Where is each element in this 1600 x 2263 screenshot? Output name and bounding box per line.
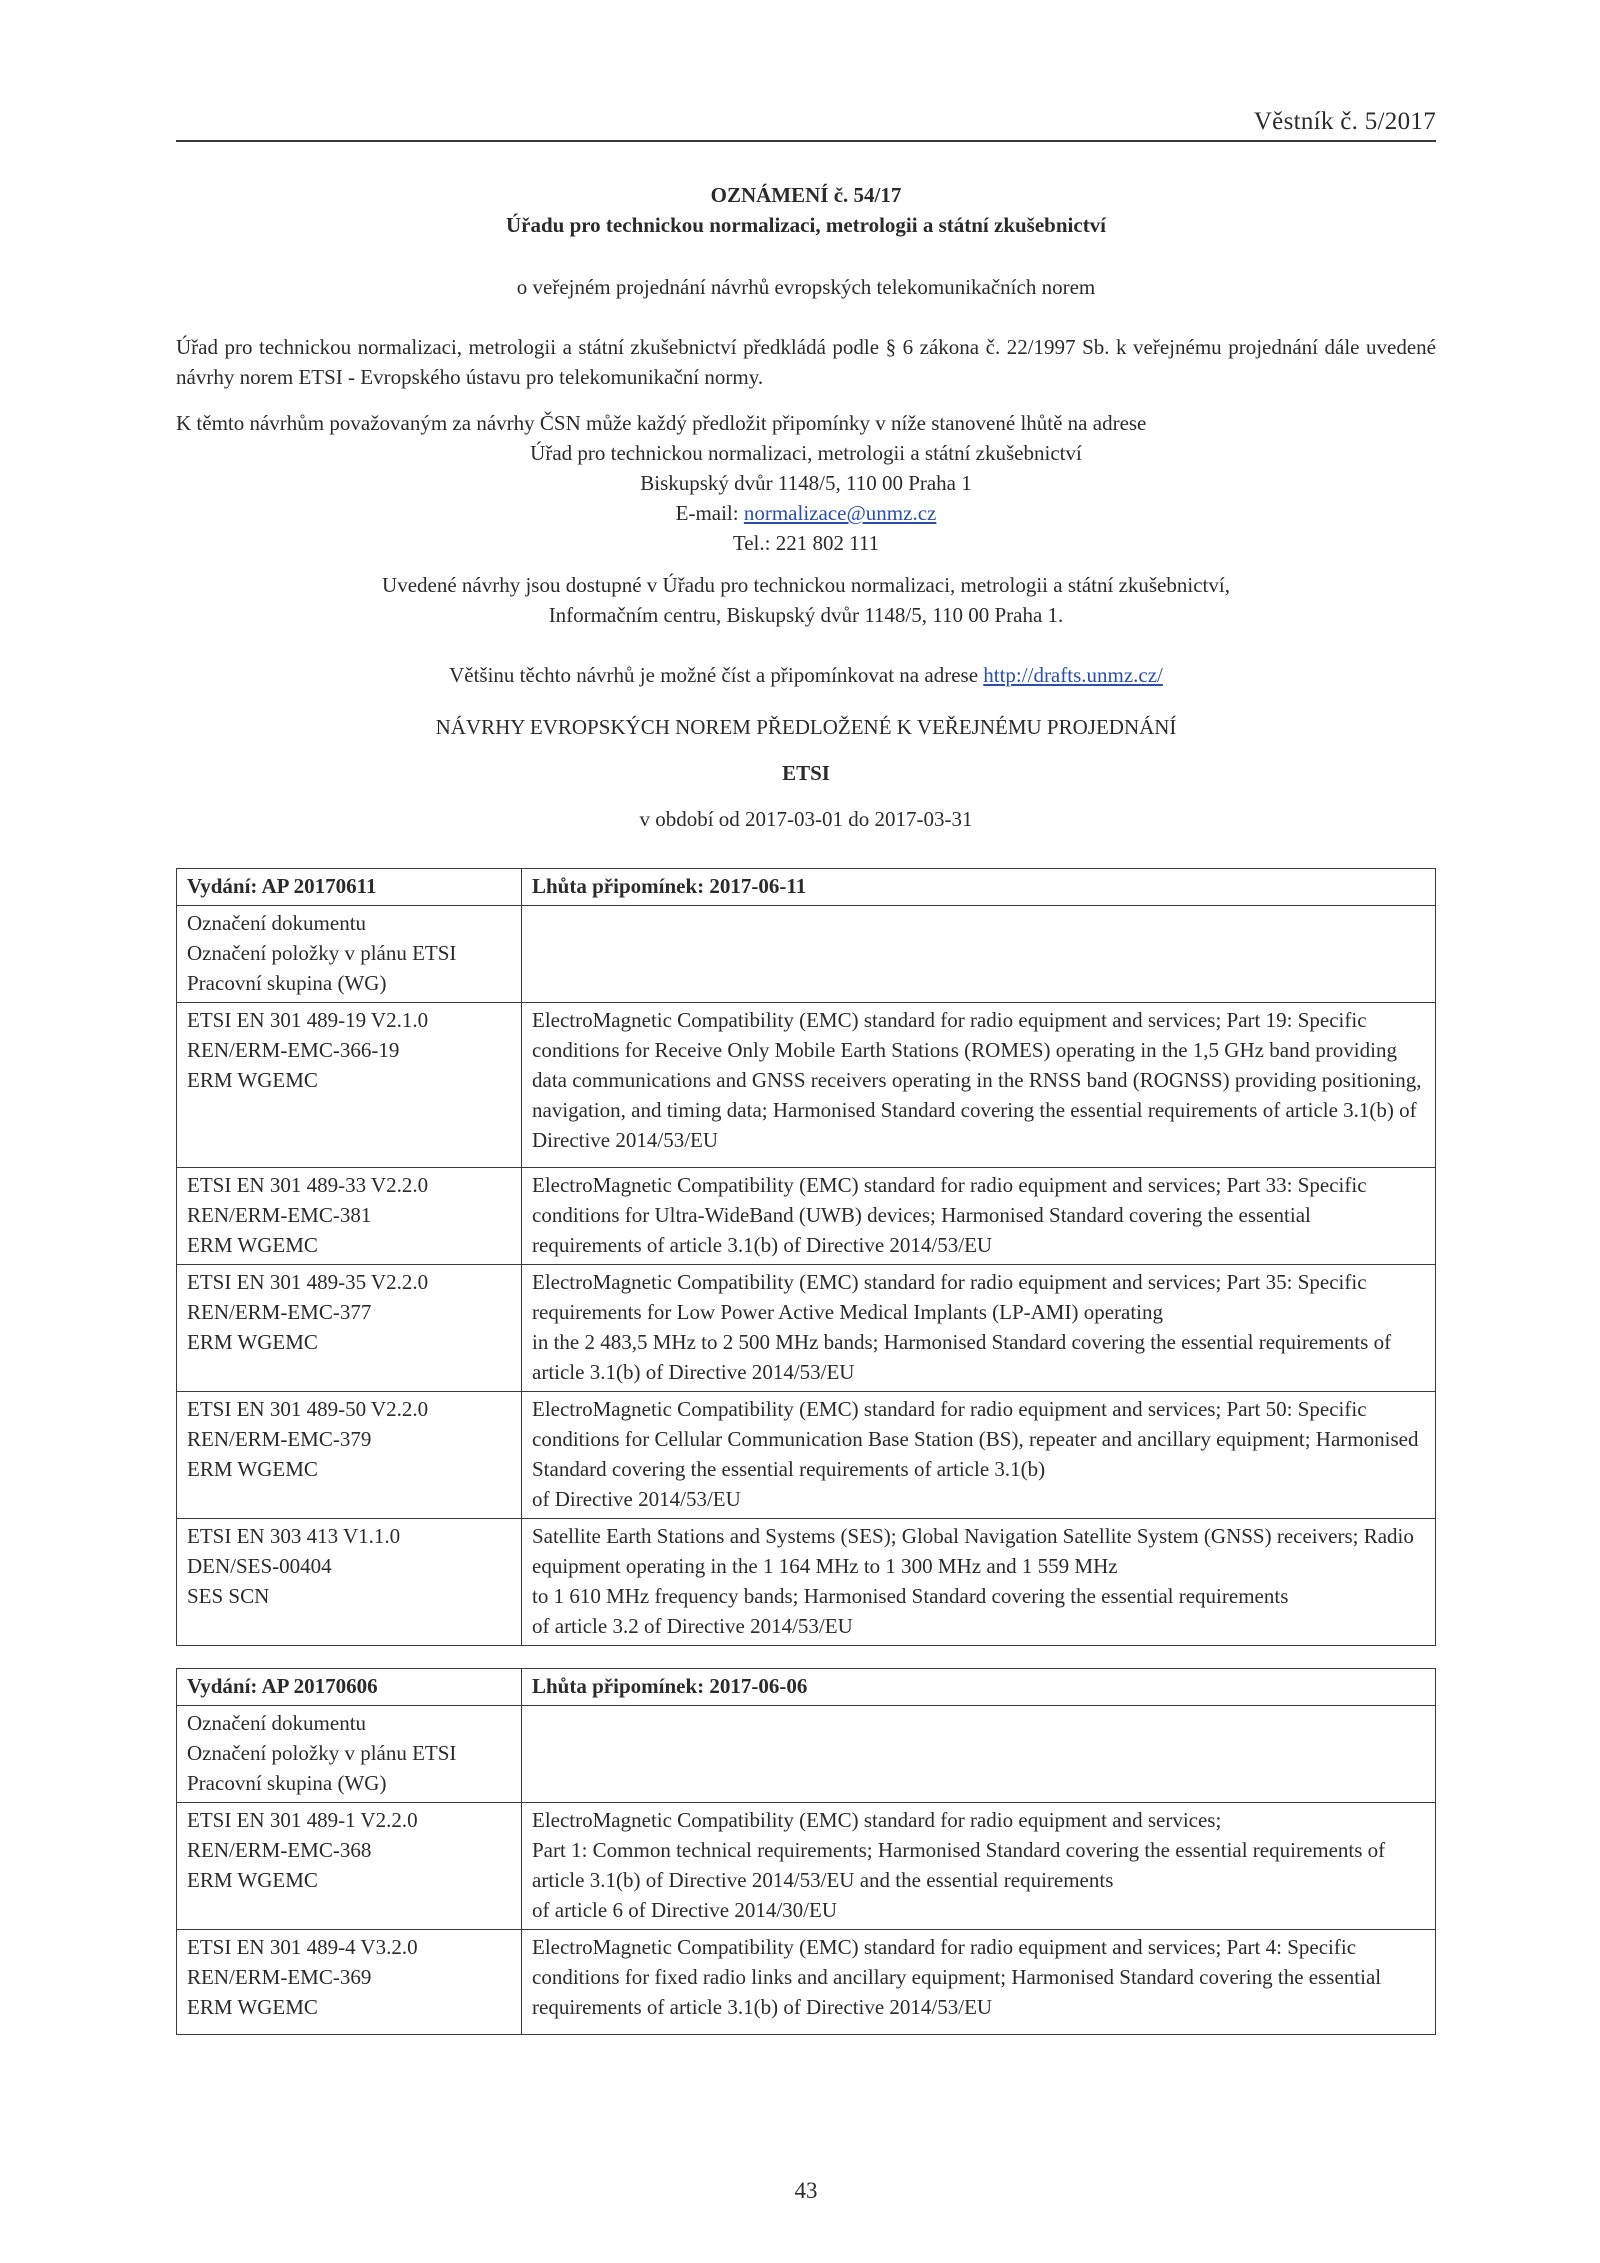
issue-table-2 — [176, 1668, 1436, 2035]
doc-description-cell: ElectroMagnetic Compatibility (EMC) standard for radio equipment and services; Part 50: Specific conditions for Cellular Communication Base Station (BS), repeater and ancillary equipment; Harmonised Standard covering the essential requirements of article 3.1(b) of Directive 2014/53/EU — [522, 1392, 1436, 1519]
doc-ids-cell: ETSI EN 301 489-35 V2.2.0 REN/ERM-EMC-377 ERM WGEMC — [177, 1265, 522, 1392]
section-heading: NÁVRHY EVROPSKÝCH NOREM PŘEDLOŽENÉ K VEŘEJNÉMU PROJEDNÁNÍ — [435, 715, 1177, 739]
doc-description-cell: ElectroMagnetic Compatibility (EMC) standard for radio equipment and services; Part 35: Specific requirements for Low Power Active Medical Implants (LP-AMI) operating in the 2 483,5 MHz to 2 500 MHz bands; Harmonised Standard covering the essential requirements of article 3.1(b) of Directive 2014/53/EU — [522, 1265, 1436, 1392]
issue-table-1 — [176, 868, 1436, 1646]
section-period: v období od 2017-03-01 do 2017-03-31 — [639, 807, 973, 831]
table-row — [177, 1168, 1436, 1265]
deadline-label: Lhůta připomínek: 2017-06-11 — [522, 869, 1436, 906]
address-street: Biskupský dvůr 1148/5, 110 00 Praha 1 — [640, 471, 972, 495]
legend-empty-cell — [522, 1706, 1436, 1803]
email-line — [176, 498, 1436, 528]
doc-description-cell: ElectroMagnetic Compatibility (EMC) standard for radio equipment and services; Part 4: Specific conditions for fixed radio links and ancillary equipment; Harmonised Standard covering the essential requirements of article 3.1(b) of Directive 2014/53/EU — [522, 1930, 1436, 2035]
phone-line: Tel.: 221 802 111 — [732, 531, 880, 555]
availability-line-2: Informačním centru, Biskupský dvůr 1148/5, 110 00 Praha 1. — [548, 603, 1064, 627]
doc-description-cell: ElectroMagnetic Compatibility (EMC) standard for radio equipment and services; Part 19: Specific conditions for Receive Only Mobile Earth Stations (ROMES) operating in the 1,5 GHz band providing data communications and GNSS receivers operating in the RNSS band (ROGNSS) providing positioning, navigation, and timing data; Harmonised Standard covering the essential requirements of article 3.1(b) of Directive 2014/53/EU — [522, 1003, 1436, 1168]
doc-ids-cell: ETSI EN 303 413 V1.1.0 DEN/SES-00404 SES SCN — [177, 1519, 522, 1646]
doc-description-cell: Satellite Earth Stations and Systems (SES); Global Navigation Satellite System (GNSS) receivers; Radio equipment operating in the 1 164 MHz to 1 300 MHz and 1 559 MHz to 1 610 MHz frequency bands; Harmonised Standard covering the essential requirements of article 3.2 of Directive 2014/53/EU — [522, 1519, 1436, 1646]
journal-issue: Věstník č. 5/2017 — [1253, 108, 1436, 135]
table-row — [177, 1265, 1436, 1392]
issue-label: Vydání: AP 20170606 — [177, 1669, 522, 1706]
notice-intro: Úřad pro technickou normalizaci, metrologii a státní zkušebnictví předkládá podle § 6 zákona č. 22/1997 Sb. k veřejnému projednání dále uvedené návrhy norem ETSI - Evropského ústavu pro telekomunikační normy. — [176, 335, 1436, 389]
legend-cell: Označení dokumentu Označení položky v plánu ETSI Pracovní skupina (WG) — [177, 1706, 522, 1803]
notice-title-block — [176, 180, 1436, 240]
doc-description-cell: ElectroMagnetic Compatibility (EMC) standard for radio equipment and services; Part 1: Common technical requirements; Harmonised Standard covering the essential requirements of article 3.1(b) of Directive 2014/53/EU and the essential requirements of article 6 of Directive 2014/30/EU — [522, 1803, 1436, 1930]
issue-label: Vydání: AP 20170611 — [177, 869, 522, 906]
page-header — [176, 108, 1436, 142]
table-header-row — [177, 869, 1436, 906]
page-number: 43 — [794, 2178, 818, 2203]
drafts-text: Většinu těchto návrhů je možné číst a připomínkovat na adrese — [449, 663, 984, 687]
doc-ids-cell: ETSI EN 301 489-50 V2.2.0 REN/ERM-EMC-379 ERM WGEMC — [177, 1392, 522, 1519]
table-row — [177, 1803, 1436, 1930]
address-block — [176, 408, 1436, 558]
doc-ids-cell: ETSI EN 301 489-19 V2.1.0 REN/ERM-EMC-366-19 ERM WGEMC — [177, 1003, 522, 1168]
doc-ids-cell: ETSI EN 301 489-4 V3.2.0 REN/ERM-EMC-369 ERM WGEMC — [177, 1930, 522, 2035]
availability-line-1: Uvedené návrhy jsou dostupné v Úřadu pro technickou normalizaci, metrologii a státní zkušebnictví, — [382, 573, 1230, 597]
address-org: Úřad pro technickou normalizaci, metrologii a státní zkušebnictví — [530, 441, 1082, 465]
legend-empty-cell — [522, 906, 1436, 1003]
table-header-row — [177, 1669, 1436, 1706]
email-label: E-mail: — [675, 501, 744, 525]
drafts-link[interactable]: http://drafts.unmz.cz/ — [983, 663, 1163, 687]
table-row — [177, 1519, 1436, 1646]
notice-title: OZNÁMENÍ č. 54/17 — [710, 183, 902, 207]
table-legend-row — [177, 906, 1436, 1003]
deadline-label: Lhůta připomínek: 2017-06-06 — [522, 1669, 1436, 1706]
table-row — [177, 1930, 1436, 2035]
doc-description-cell: ElectroMagnetic Compatibility (EMC) standard for radio equipment and services; Part 33: Specific conditions for Ultra-WideBand (UWB) devices; Harmonised Standard covering the essential requirements of article 3.1(b) of Directive 2014/53/EU — [522, 1168, 1436, 1265]
availability-block — [176, 570, 1436, 630]
table-row — [177, 1392, 1436, 1519]
comment-instruction: K těmto návrhům považovaným za návrhy ČSN může každý předložit připomínky v níže stanovené lhůtě na adrese — [176, 411, 1147, 435]
doc-ids-cell: ETSI EN 301 489-33 V2.2.0 REN/ERM-EMC-381 ERM WGEMC — [177, 1168, 522, 1265]
legend-cell: Označení dokumentu Označení položky v plánu ETSI Pracovní skupina (WG) — [177, 906, 522, 1003]
section-org: ETSI — [782, 761, 830, 785]
drafts-line — [176, 660, 1436, 690]
notice-subject: o veřejném projednání návrhů evropských telekomunikačních norem — [516, 275, 1096, 299]
email-link[interactable]: normalizace@unmz.cz — [743, 501, 937, 525]
table-row — [177, 1003, 1436, 1168]
notice-authority: Úřadu pro technickou normalizaci, metrologii a státní zkušebnictví — [505, 213, 1107, 237]
doc-ids-cell: ETSI EN 301 489-1 V2.2.0 REN/ERM-EMC-368 ERM WGEMC — [177, 1803, 522, 1930]
table-legend-row — [177, 1706, 1436, 1803]
